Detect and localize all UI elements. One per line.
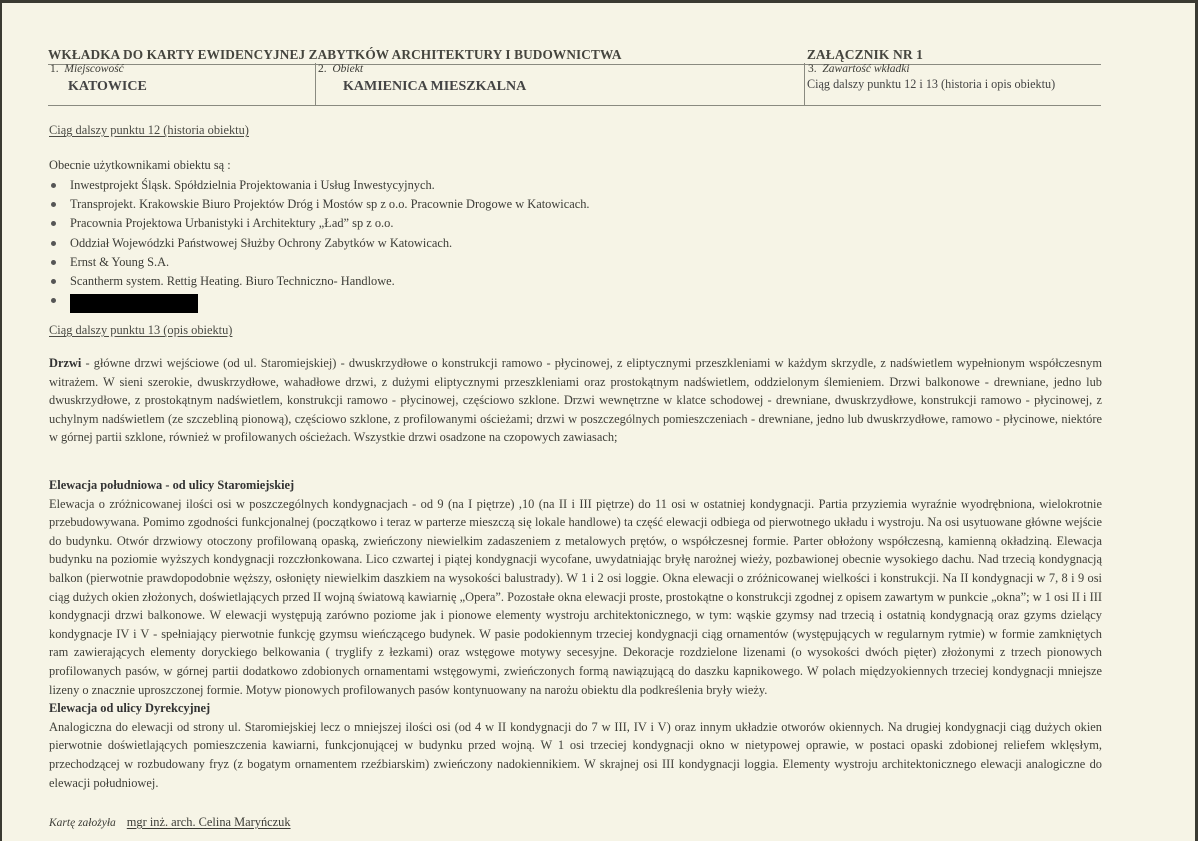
- list-item: Transprojekt. Krakowskie Biuro Projektów Dróg i Mostów sp z o.o. Pracownie Drogowe w Katowicach.: [49, 195, 590, 214]
- bullet-icon: [51, 298, 56, 303]
- field-label: Obiekt: [332, 63, 364, 75]
- users-intro: Obecnie użytkownikami obiektu są :: [49, 158, 231, 172]
- doors-text: - główne drzwi wejściowe (od ul. Staromiejskiej) - dwuskrzydłowe o konstrukcji ramowo - płycinowej, z eliptycznymi przeszkleniami w każdym skrzydle, z nadświetlem wypełnionym współczesnym witrażem. W sieni szerokie, dwuskrzydłowe, wahadłowe drzwi, z dużymi eliptycznymi przeszkleniami oraz prostokątnym nadświetlem, oddzielonym ślemieniem. Drzwi balkonowe - drewniane, jedno lub dwuskrzydłowe, z prostokątnym nadświetlem, konstrukcji ramowo - płycinowej, częściowo szklone. Drzwi wewnętrzne w klatce schodowej - drewniane, dwuskrzydłowe, konstrukcji ramowo - płycinowej, z uchylnym nadświetlem (ze szczebliną pionową), częściowo szklone, z profilowanymi ościeżami; drzwi w poszczególnych pomieszczeniach - drewniane, jedno lub dwuskrzydłowe, ramowo - płycinowe, niektóre w górnej partii szklone, również w profilowanych ościeżach. Wszystkie drzwi osadzone na czopowych zawiasach;: [49, 356, 1102, 445]
- list-item: Inwestprojekt Śląsk. Spółdzielnia Projektowania i Usług Inwestycyjnych.: [49, 176, 590, 195]
- field-label: Zawartość wkładki: [822, 63, 910, 75]
- doors-title: Drzwi: [49, 356, 82, 370]
- south-elevation-section: [49, 476, 1102, 792]
- field-label: Miejscowość: [64, 63, 124, 75]
- list-item: Oddział Wojewódzki Państwowej Służby Ochrony Zabytków w Katowicach.: [49, 234, 590, 253]
- south-elevation-text: Elewacja o zróżnicowanej ilości osi w poszczególnych kondygnacjach - od 9 (na I piętrze) ,10 (na II i III piętrze) do 11 osi w ostatniej kondygnacji. Partia przyziemia wyraźnie wyodrębniona, wielokrotnie przebudowywana. Pomimo zgodności funkcjonalnej (początkowo i teraz w parterze mieszczą się lokale handlowe) ta część elewacji odbiega od pierwotnego układu i wystroju. Na osi usytuowane główne wejście do budynku. Otwór drzwiowy otoczony profilowaną opaską, zwieńczony niewielkim zadaszeniem z metalowych prętów, o współczesnej formie. Parter obłożony współczesną, kamienną okładziną. Elewacja budynku na poziomie wyższych kondygnacji rozczłonkowana. Lico czwartej i piątej kondygnacji wycofane, uwydatniając bryłę narożnej wieży, pozbawionej obecnie wysokiego dachu. Nad trzecią kondygnacją balkon (pierwotnie prawdopodobnie węższy, osłonięty niewielkim daszkiem na wysokości balustrady). W 1 i 2 osi loggie. Okna elewacji o zróżnicowanej wielkości i konstrukcji. Na II kondygnacji w 7, 8 i 9 osi ciąg dużych okien złożonych, doświetlających przed II wojną światową kawiarnię „Opera”. Pozostałe okna elewacji proste, prostokątne o konstrukcji zgodnej z opisem zawartym w punkcie „okna”; w 1 osi II i III kondygnacji drzwi balkonowe. W elewacji występują zarówno poziome jak i pionowe elementy wystroju architektonicznego, w tym: wąskie gzymsy nad trzecią i ostatnią kondygnacją oraz gzyms dzielący kondygnacje IV i V - spełniający pierwotnie funkcję gzymsu wieńczącego budynek. W pasie podokiennym trzeciej kondygnacji ciąg ornamentów (występujących w regularnym rytmie) w formie zamkniętych ram zawierających elementy doryckiego belkowania ( tryglify z łezkami) oraz wstęgowe motywy secesyjne. Dekoracje rozdzielone lizenami (o wysokości dwóch pięter) złożonymi z trzech pionowych profilowanych pasów, w górnej partii dodatkowo zdobionych ornamentami wstęgowymi, zwieńczonych formą nawiązującą do daszku kapnikowego. W polach międzyokiennych trzeciej kondygnacji mniejsze lizeny o znacznie uproszczonej formie. Motyw pionowych profilowanych pasów kontynuowany na narożu obiektu dla podkreślenia bryły wieży.: [49, 496, 1102, 697]
- bullet-icon: [51, 183, 56, 188]
- bullet-icon: [51, 241, 56, 246]
- field-locality: [48, 63, 315, 105]
- form-title: WKŁADKA DO KARTY EWIDENCYJNEJ ZABYTKÓW ARCHITEKTURY I BUDOWNICTWA: [48, 47, 622, 62]
- dyrekcyjna-elevation-text: Analogiczna do elewacji od strony ul. Staromiejskiej lecz o mniejszej ilości osi (od 4 w II kondygnacji do 7 w III, IV i V) oraz innym układzie otworów okiennych. Na drugiej kondygnacji ciąg dużych okien pierwotnie doświetlających pomieszczenia kawiarni, funkcjonującej w budynku przed wojną. W 1 osi trzeciej kondygnacji okno w nietypowej oprawie, w postaci opaski zdobionej reliefem wklęsłym, przechodzącej w rozbudowany fryz (z bogatym ornamentem rzeźbiarskim) zwieńczony nadokiennikiem. W skrajnej osi III kondygnacji loggia. Elementy wystroju architektonicznego elewacji analogiczne do elewacji południowej.: [49, 719, 1102, 790]
- list-item: Pracownia Projektowa Urbanistyki i Architektury „Ład” sp z o.o.: [49, 214, 590, 233]
- card-author: [49, 815, 291, 830]
- field-number: 3.: [808, 63, 817, 75]
- field-contents: [804, 63, 1101, 105]
- bullet-icon: [51, 279, 56, 284]
- list-item: [49, 291, 590, 310]
- bullet-icon: [51, 260, 56, 265]
- bullet-icon: [51, 202, 56, 207]
- field-value: KAMIENICA MIESZKALNA: [343, 79, 527, 94]
- annex-label: ZAŁĄCZNIK NR 1: [806, 47, 923, 62]
- list-item: Ernst & Young S.A.: [49, 253, 590, 272]
- field-value: Ciąg dalszy punktu 12 i 13 (historia i opis obiektu): [807, 77, 1056, 91]
- field-number: 2.: [318, 63, 327, 75]
- field-value: KATOWICE: [68, 79, 147, 94]
- dyrekcyjna-elevation-title: Elewacja od ulicy Dyrekcyjnej: [49, 701, 211, 716]
- list-item: Scantherm system. Rettig Heating. Biuro Techniczno- Handlowe.: [49, 272, 590, 291]
- doors-paragraph: [49, 354, 1102, 447]
- header-fields: [48, 63, 1101, 106]
- author-name: mgr inż. arch. Celina Maryńczuk: [126, 815, 291, 829]
- bullet-icon: [51, 221, 56, 226]
- users-list: [49, 176, 590, 310]
- field-number: 1.: [50, 63, 59, 75]
- redacted-block: [70, 294, 198, 313]
- document-page: [2, 3, 1195, 841]
- south-elevation-title: Elewacja południowa - od ulicy Staromiejskiej: [49, 478, 295, 492]
- history-heading: Ciąg dalszy punktu 12 (historia obiektu): [49, 123, 249, 137]
- field-object: [315, 63, 804, 105]
- description-heading: Ciąg dalszy punktu 13 (opis obiektu): [49, 323, 233, 337]
- author-label: Kartę założyła: [49, 817, 116, 829]
